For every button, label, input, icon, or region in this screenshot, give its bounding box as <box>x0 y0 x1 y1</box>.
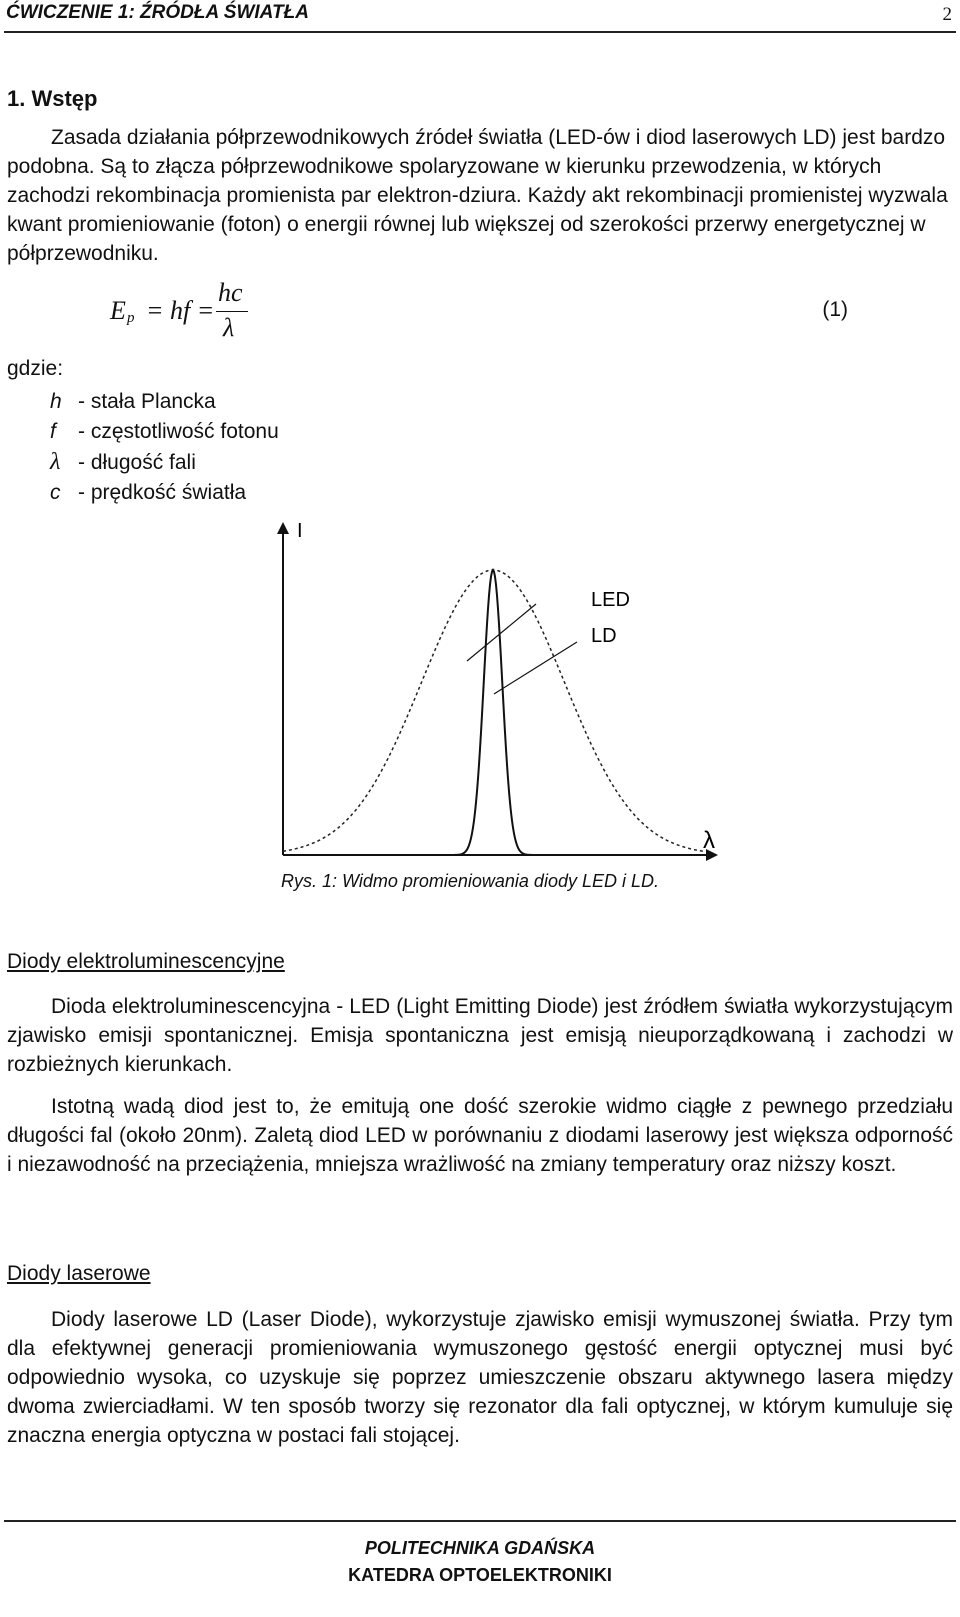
ld-subsection-heading: Diody laserowe <box>7 1262 151 1285</box>
equation-denominator: λ <box>223 313 235 342</box>
equation-lhs: E <box>110 296 126 325</box>
ld-spectrum-curve <box>283 570 703 855</box>
intro-paragraph: Zasada działania półprzewodnikowych źródeł światła (LED-ów i diod laserowych LD) jest bardzo podobna. Są to złącza półprzewodnikowe spolaryzowane w kierunku przewodzenia, w których zachodzi rekombinacja promienista par elektron-dziura. Każdy akt rekombinacji promienistej wyzwala kwant promieniowanie (foton) o energii równej lub większej od szerokości przerwy energetycznej w półprzewodniku. <box>7 126 948 265</box>
legend-text: - częstotliwość fotonu <box>78 420 279 443</box>
led-paragraph-1: Dioda elektroluminescencyjna - LED (Light Emitting Diode) jest źródłem światła wykorzystującym zjawisko emisji spontanicznej. Emisja spontaniczna jest emisją nieuporządkowaną i zachodzi w rozbieżnych kierunkach. <box>7 995 953 1076</box>
equation-number: (1) <box>822 298 848 321</box>
led-subsection-heading: Diody elektroluminescencyjne <box>7 950 285 973</box>
legend-symbol: c <box>50 481 61 504</box>
equation-numerator: hc <box>218 278 243 307</box>
ld-paragraph-1: Diody laserowe LD (Laser Diode), wykorzystuje zjawisko emisji wymuszonej światła. Przy tym dla efektywnej generacji promieniowania wymuszonego gęstość energii optycznej musi być odpowiednio wysoka, co uzyskuje się poprzez umieszczenie obszaru aktywnego lasera między dwoma zwierciadłami. W ten sposób tworzy się rezonator dla fali optycznej, w którym kumuluje się znaczna energia optyczna w postaci fali stojącej. <box>7 1308 953 1447</box>
legend-symbol: h <box>50 390 62 413</box>
page-number: 2 <box>942 4 952 25</box>
legend-text: - prędkość światła <box>78 481 247 504</box>
legend-text: - długość fali <box>78 451 196 474</box>
footer-institution: POLITECHNIKA GDAŃSKA <box>364 1538 596 1558</box>
led-paragraph-2: Istotną wadą diod jest to, że emitują one dość szerokie widmo ciągłe z pewnego przedziału długości fal (około 20nm). Zaletą diod LED w porównaniu z diodami laserowy jest większa odporność i niezawodność na przeciążenia, mniejsza wrażliwość na zmiany temperatury oraz niższy koszt. <box>7 1095 953 1176</box>
y-axis-label: I <box>297 520 303 542</box>
legend-intro: gdzie: <box>7 357 64 380</box>
led-series-label: LED <box>591 589 630 611</box>
ld-leader-line <box>494 642 577 694</box>
legend-symbol: f <box>50 420 56 443</box>
footer-department: KATEDRA OPTOELEKTRONIKI <box>348 1565 612 1585</box>
led-spectrum-curve <box>283 570 703 851</box>
legend-symbol: λ <box>50 449 61 475</box>
footer-rule <box>4 1520 956 1522</box>
running-header-title: ĆWICZENIE 1: ŹRÓDŁA ŚWIATŁA <box>6 2 309 23</box>
x-axis-label: λ <box>703 827 715 854</box>
figure-caption: Rys. 1: Widmo promieniowania diody LED i LD. <box>281 871 659 891</box>
equation-lhs-subscript: p <box>127 310 135 326</box>
section-heading: 1. Wstęp <box>7 86 98 111</box>
ld-series-label: LD <box>591 625 617 647</box>
equation-middle: = hf = <box>146 296 215 325</box>
legend-text: - stała Plancka <box>78 390 216 413</box>
